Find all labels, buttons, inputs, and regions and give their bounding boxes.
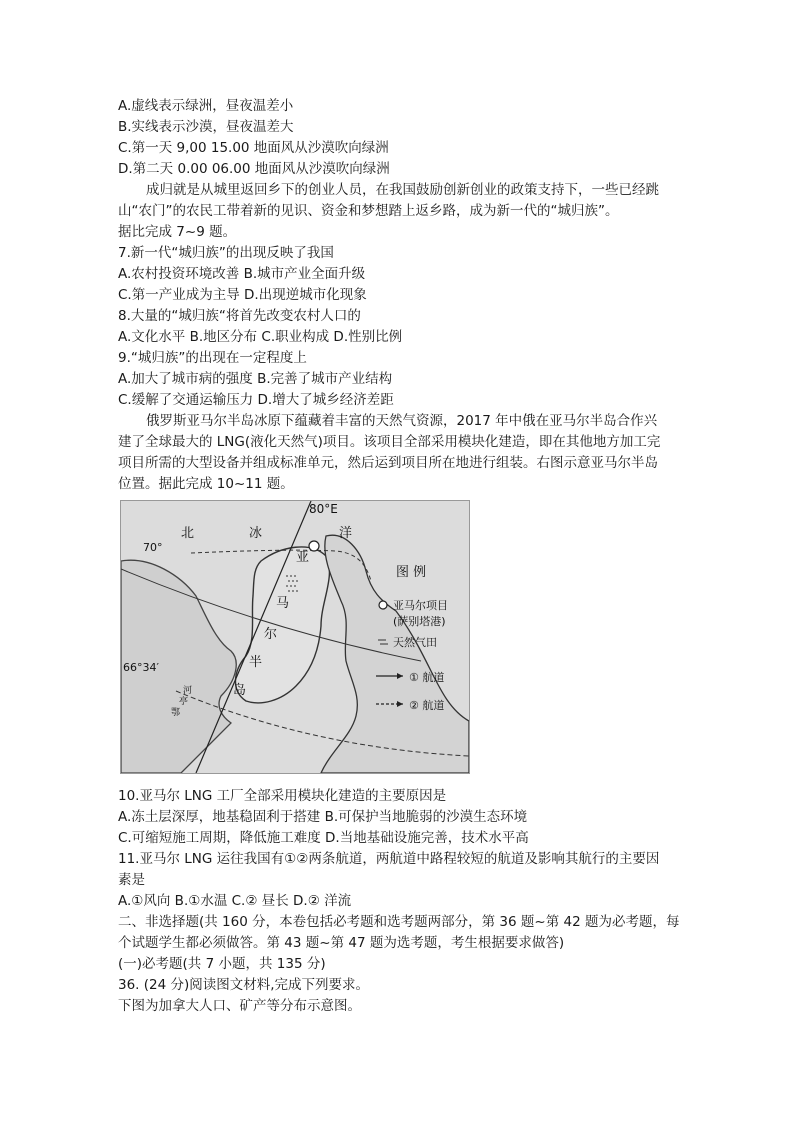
- peninsula-label: 尔: [264, 627, 278, 642]
- section-heading: 二、非选择题(共 160 分，本卷包括必考题和选考题两部分，第 36 题~第 42 题为必考题，每: [118, 914, 680, 930]
- question-9: 9.“城归族”的出现在一定程度上: [118, 350, 307, 366]
- question-10-options: A.冻土层深厚，地基稳固利于搭建 B.可保护当地脆弱的沙漠生态环境: [118, 809, 528, 825]
- option-b: B.实线表示沙漠，昼夜温差大: [118, 119, 294, 135]
- passage1-line: 山“农门”的农民工带着新的见识、资金和梦想踏上返乡路，成为新一代的“城归族”。: [118, 203, 619, 219]
- passage2-line: 俄罗斯亚马尔半岛冰原下蕴藏着丰富的天然气资源，2017 年中俄在亚马尔半岛合作兴: [146, 413, 658, 429]
- option-d: D.第二天 0.00 06.00 地面风从沙漠吹向绿洲: [118, 161, 390, 177]
- question-9-options: A.加大了城市病的强度 B.完善了城市产业结构: [118, 371, 393, 387]
- peninsula-label: 亚: [296, 550, 310, 565]
- legend-project-label: 亚马尔项目: [393, 599, 448, 612]
- question-7-options: C.第一产业成为主导 D.出现逆城市化现象: [118, 287, 367, 303]
- question-7: 7.新一代“城归族”的出现反映了我国: [118, 245, 334, 261]
- passage2-line: 位置。据此完成 10~11 题。: [118, 476, 294, 492]
- sea-label: 北: [181, 526, 195, 541]
- legend-gas-label: 天然气田: [393, 636, 437, 649]
- peninsula-label: 马: [276, 596, 290, 611]
- passage2-line: 项目所需的大型设备并组成标准单元，然后运到项目所在地进行组装。右图示意亚马尔半岛: [118, 455, 658, 471]
- question-11-options: A.①风向 B.①水温 C.② 昼长 D.② 洋流: [118, 893, 352, 909]
- peninsula-label: 半: [249, 655, 263, 670]
- yamal-map: [120, 500, 470, 774]
- passage1-line: 据比完成 7~9 题。: [118, 224, 237, 240]
- legend-project-sub: (萨别塔港): [393, 615, 446, 628]
- legend-route1-label: ① 航道: [409, 671, 445, 684]
- peninsula-label: 岛: [233, 683, 247, 698]
- question-11: 11.亚马尔 LNG 运往我国有①②两条航道，两航道中路程较短的航道及影响其航行的主要因: [118, 851, 660, 867]
- section-heading: 个试题学生都必须做答。第 43 题~第 47 题为选考题，考生根据要求做答): [118, 935, 565, 951]
- river-label: 河: [183, 686, 193, 696]
- question-36: 36. (24 分)阅读图文材料,完成下列要求。: [118, 977, 370, 993]
- legend-title: 图 例: [396, 565, 427, 580]
- option-c: C.第一天 9,00 15.00 地面风从沙漠吹向绿洲: [118, 140, 389, 156]
- latitude-70-label: 70°: [143, 541, 163, 554]
- latitude-66-label: 66°34′: [123, 661, 159, 674]
- passage2-line: 建了全球最大的 LNG(液化天然气)项目。该项目全部采用模块化建造，即在其他地方加工完: [118, 434, 661, 450]
- question-10: 10.亚马尔 LNG 工厂全部采用模块化建造的主要原因是: [118, 788, 447, 804]
- option-a: A.虚线表示绿洲，昼夜温差小: [118, 98, 294, 114]
- question-8: 8.大量的“城归族“将首先改变农村人口的: [118, 308, 361, 324]
- question-11: 素是: [118, 872, 145, 888]
- section-subheading: (一)必考题(共 7 小题，共 135 分): [118, 956, 326, 972]
- question-10-options: C.可缩短施工周期，降低施工难度 D.当地基础设施完善，技术水平高: [118, 830, 529, 846]
- legend-route2-label: ② 航道: [409, 699, 445, 712]
- river-label: 鄂: [171, 708, 181, 718]
- question-9-options: C.缓解了交通运输压力 D.增大了城乡经济差距: [118, 392, 394, 408]
- sea-label: 洋: [339, 526, 353, 541]
- question-7-options: A.农村投资环境改善 B.城市产业全面升级: [118, 266, 366, 282]
- question-8-options: A.文化水平 B.地区分布 C.职业构成 D.性别比例: [118, 329, 403, 345]
- sea-label: 冰: [249, 526, 263, 541]
- river-label: 亭: [179, 697, 189, 707]
- question-36-intro: 下图为加拿大人口、矿产等分布示意图。: [118, 998, 361, 1014]
- longitude-label: 80°E: [309, 502, 338, 516]
- passage1-line: 成归就是从城里返回乡下的创业人员，在我国鼓励创新创业的政策支持下，一些已经跳: [146, 182, 659, 198]
